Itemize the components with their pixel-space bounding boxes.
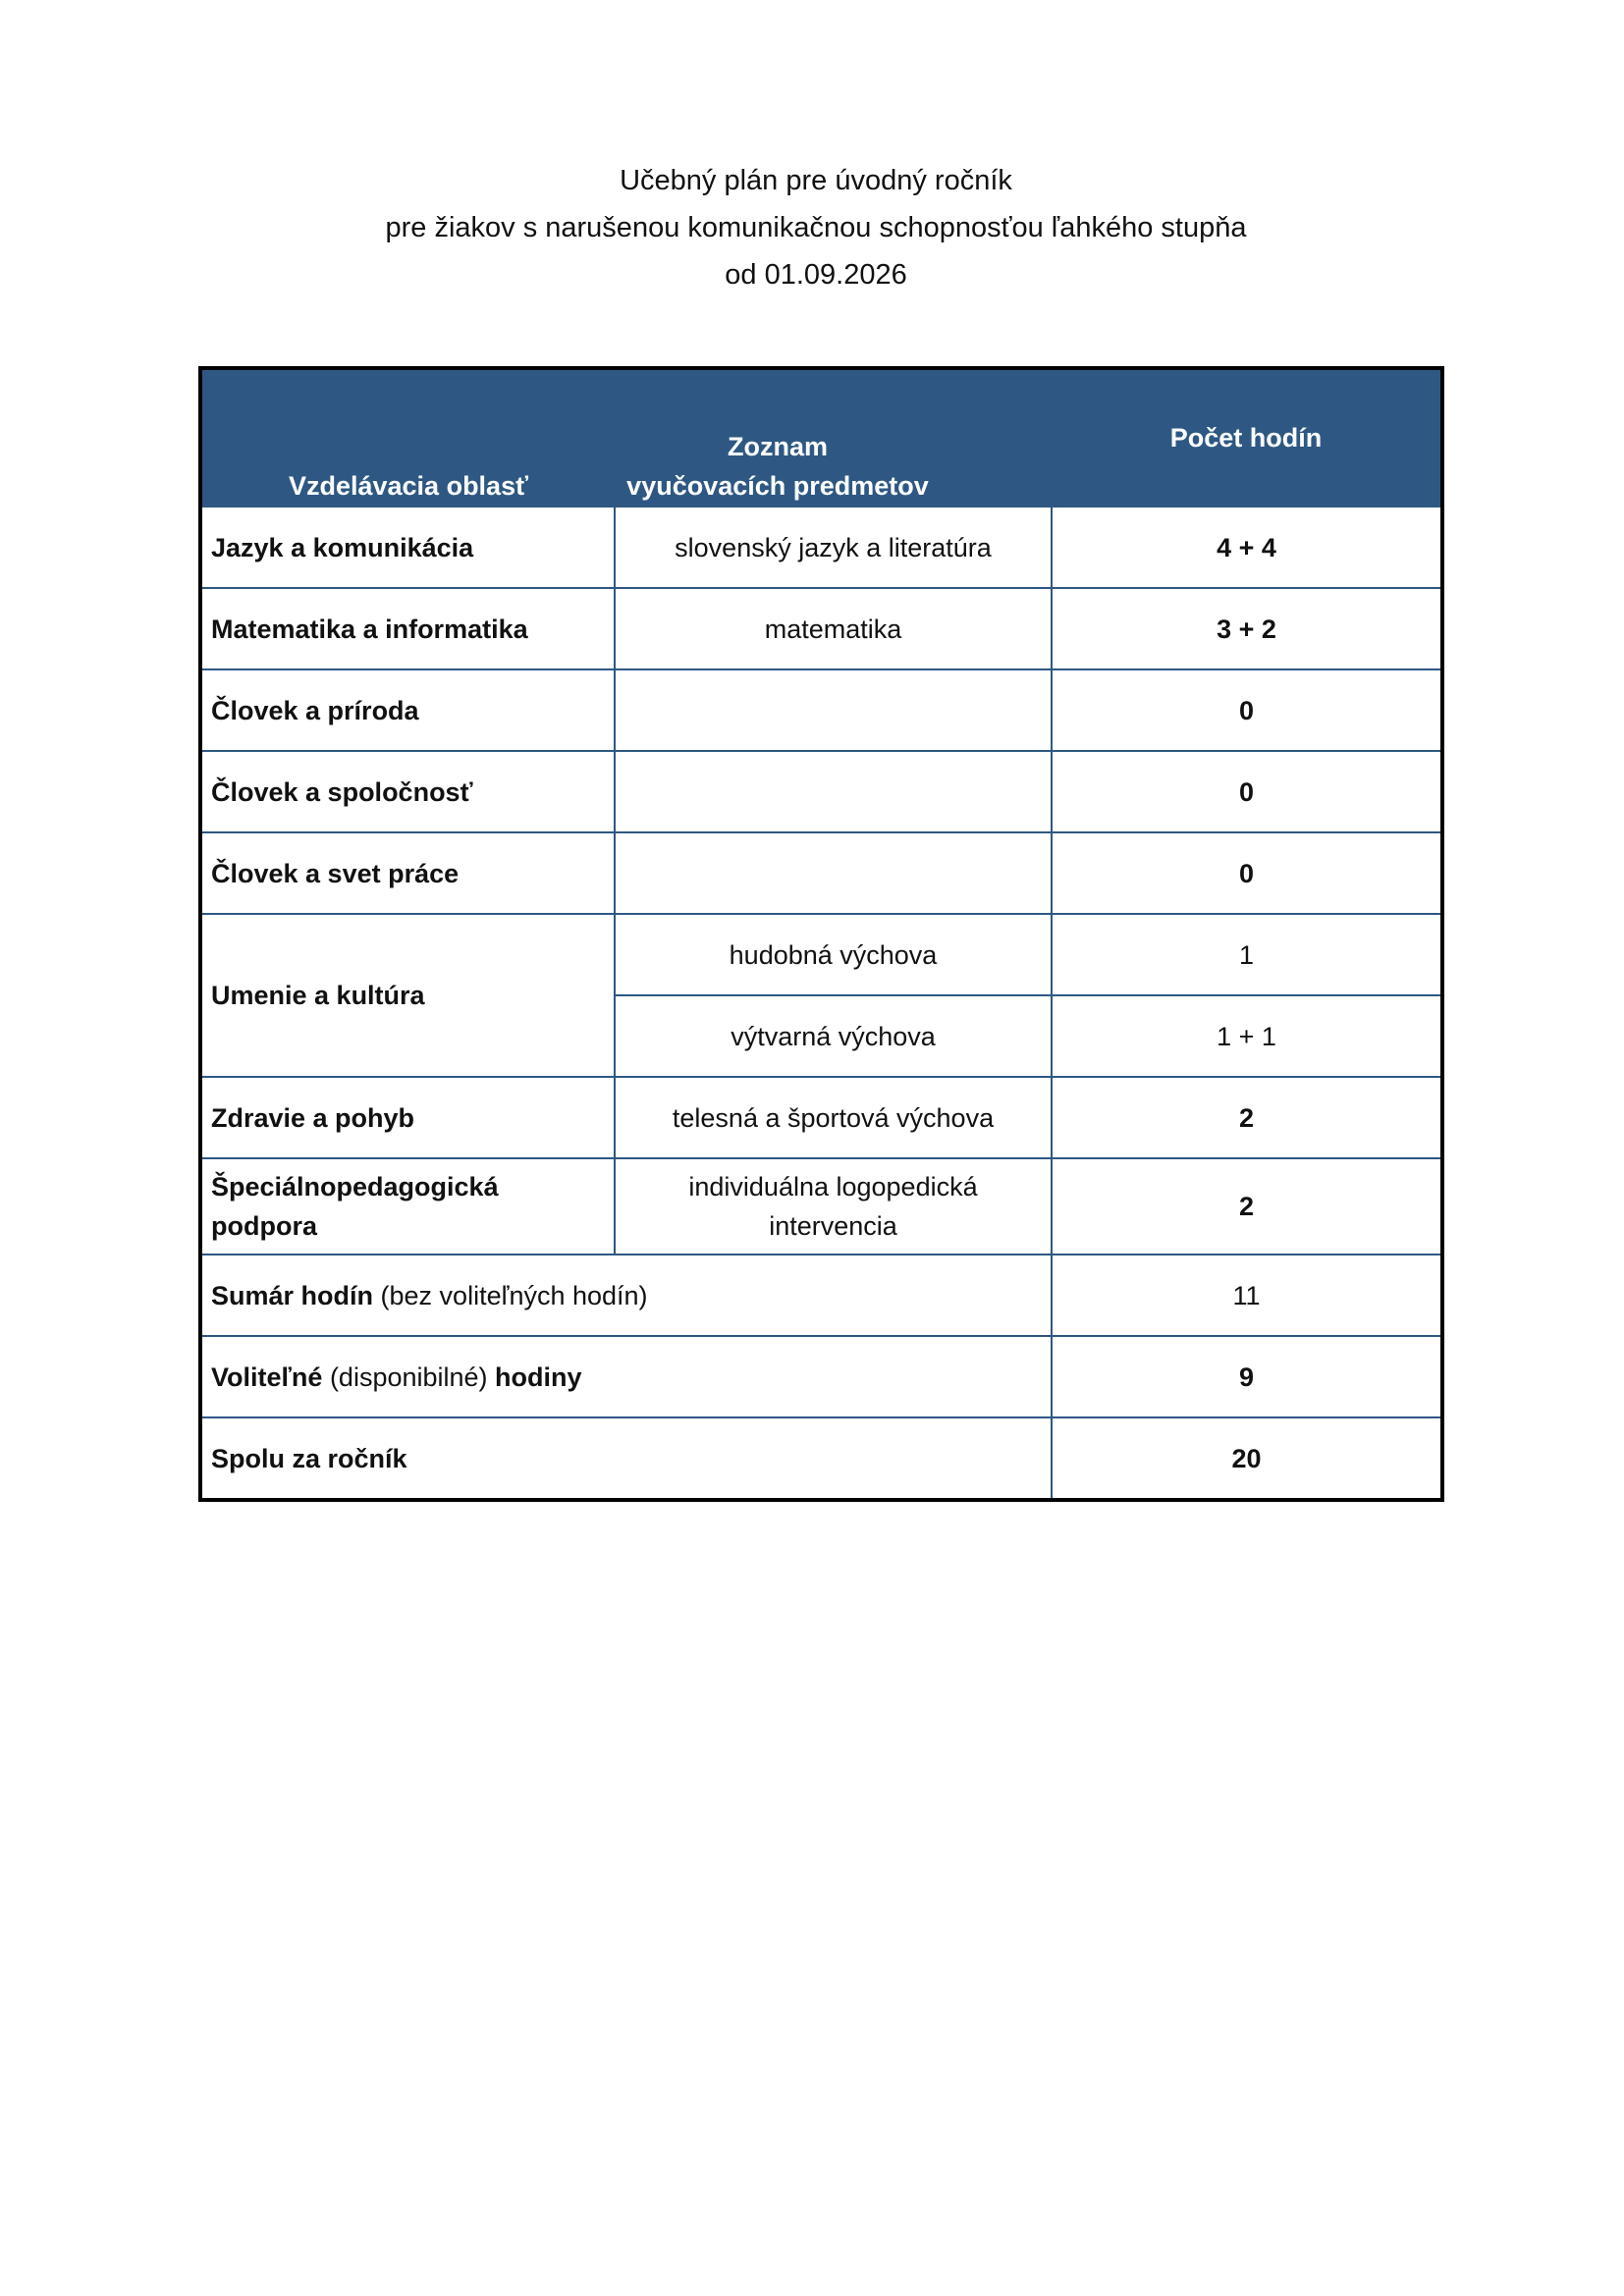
- subject-cell: slovenský jazyk a literatúra: [615, 507, 1052, 588]
- total-label: Spolu za ročník: [200, 1417, 1052, 1500]
- header-subjects: [615, 368, 1052, 507]
- table-row: [200, 1077, 1442, 1158]
- title-line-2: pre žiakov s narušenou komunikačnou schopnosťou ľahkého stupňa: [385, 212, 1247, 243]
- elective-label-bold-1: Voliteľné: [211, 1362, 323, 1392]
- hours-cell: 0: [1052, 669, 1442, 751]
- table-row: [200, 507, 1442, 588]
- subject-cell: [615, 832, 1052, 914]
- table-row: [200, 1158, 1442, 1255]
- elective-label-note: (disponibilné): [329, 1362, 488, 1392]
- elective-value: 9: [1052, 1336, 1442, 1417]
- area-cell: Matematika a informatika: [200, 588, 615, 669]
- header-subjects-line-2: vyučovacích predmetov: [626, 471, 929, 501]
- summary-row-elective: [200, 1336, 1442, 1417]
- subject-cell: [615, 669, 1052, 751]
- subject-cell: [615, 1158, 1052, 1255]
- title-line-3: od 01.09.2026: [725, 259, 907, 291]
- header-subjects-line-1: Zoznam: [727, 432, 828, 461]
- area-cell: [200, 1158, 615, 1255]
- area-cell: Jazyk a komunikácia: [200, 507, 615, 588]
- table-row: [200, 914, 1442, 995]
- table-row: [200, 588, 1442, 669]
- title-line-1: Učebný plán pre úvodný ročník: [620, 165, 1012, 196]
- area-cell: Človek a spoločnosť: [200, 751, 615, 832]
- hours-cell: 1 + 1: [1052, 995, 1442, 1077]
- table-row: [200, 832, 1442, 914]
- sum-label-note: (bez voliteľných hodín): [380, 1280, 648, 1310]
- curriculum-table: [198, 366, 1444, 1502]
- summary-row-total: [200, 1417, 1442, 1500]
- hours-cell: 3 + 2: [1052, 588, 1442, 669]
- total-value: 20: [1052, 1417, 1442, 1500]
- hours-cell: 4 + 4: [1052, 507, 1442, 588]
- header-hours: Počet hodín: [1052, 368, 1442, 507]
- table-row: [200, 669, 1442, 751]
- subject-cell: telesná a športová výchova: [615, 1077, 1052, 1158]
- sum-value: 11: [1052, 1255, 1442, 1336]
- table-row: [200, 751, 1442, 832]
- summary-row-sum: [200, 1255, 1442, 1336]
- area-cell: Umenie a kultúra: [200, 914, 615, 1077]
- area-cell: Človek a svet práce: [200, 832, 615, 914]
- area-cell-line-2: podpora: [211, 1211, 317, 1241]
- subject-cell: výtvarná výchova: [615, 995, 1052, 1077]
- subject-cell: matematika: [615, 588, 1052, 669]
- subject-cell: [615, 751, 1052, 832]
- subject-cell-line-2: intervencia: [769, 1211, 897, 1241]
- sum-label-bold: Sumár hodín: [211, 1280, 374, 1310]
- area-cell: Zdravie a pohyb: [200, 1077, 615, 1158]
- hours-cell: 0: [1052, 751, 1442, 832]
- elective-label: [200, 1336, 1052, 1417]
- hours-cell: 0: [1052, 832, 1442, 914]
- area-cell-line-1: Špeciálnopedagogická: [211, 1172, 499, 1201]
- hours-cell: 1: [1052, 914, 1442, 995]
- elective-label-bold-2: hodiny: [495, 1362, 582, 1392]
- hours-cell: 2: [1052, 1077, 1442, 1158]
- table-header-row: [200, 368, 1442, 507]
- document-title: [0, 157, 1624, 298]
- subject-cell: hudobná výchova: [615, 914, 1052, 995]
- header-area: Vzdelávacia oblasť: [200, 368, 615, 507]
- area-cell: Človek a príroda: [200, 669, 615, 751]
- hours-cell: 2: [1052, 1158, 1442, 1255]
- subject-cell-line-1: individuálna logopedická: [688, 1172, 978, 1201]
- sum-label: [200, 1255, 1052, 1336]
